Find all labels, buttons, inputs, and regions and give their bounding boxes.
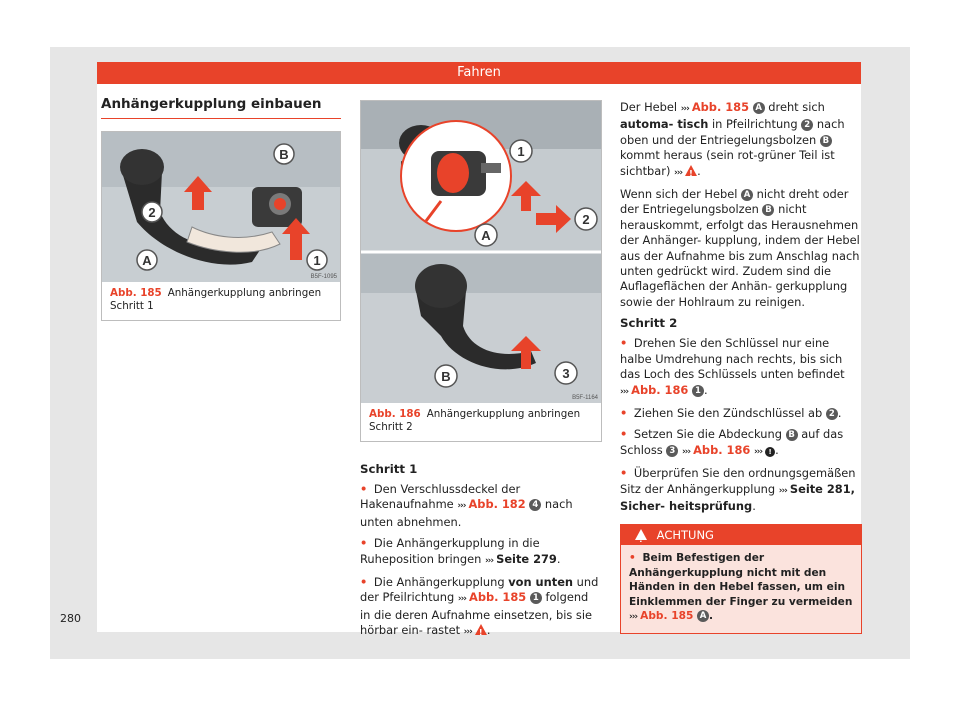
callout-b: B — [279, 147, 289, 162]
bullet: • — [620, 466, 628, 481]
warning-icon[interactable] — [685, 165, 697, 176]
text: Den Verschlussdeckel der Hakenaufnahme — [360, 482, 521, 512]
text: nach oben und der Entriegelungsbolzen — [620, 117, 845, 147]
ref-arrow: ››› — [778, 485, 787, 496]
text: nicht herauskommt, erfolgt das Herausnehmen der Anhänger- kupplung, indem der Hebel aus der Aufnahme bis zum Anschlag nach unten gedrückt wird. Zudem sind die Auflageflächen der Anhän- gerkupplung sowie der Hohlraum zu reinigen. — [620, 202, 860, 309]
ref-arrow: ››› — [674, 167, 683, 178]
callout-3: 3 — [562, 366, 570, 381]
page-number: 280 — [60, 612, 81, 625]
ref-arrow: ››› — [629, 612, 638, 623]
paragraph-lever — [620, 100, 860, 181]
column-left — [101, 96, 341, 321]
callout-number: 2 — [826, 408, 838, 420]
callout-1: 1 — [517, 144, 525, 159]
figure-link[interactable]: Abb. 182 — [468, 497, 526, 512]
warning-body — [621, 545, 861, 633]
warning-box — [620, 524, 862, 634]
figure-185-caption — [102, 282, 340, 320]
ref-arrow: ››› — [620, 386, 629, 397]
callout-letter: A — [697, 610, 709, 622]
bullet: • — [360, 536, 368, 551]
page-link[interactable]: Seite 279 — [496, 551, 557, 566]
step2-bullet-2 — [620, 406, 860, 421]
text: . — [556, 551, 561, 566]
ref-arrow: ››› — [463, 627, 472, 638]
text: Überprüfen Sie den ordnungsgemäßen Sitz der Anhängerkupplung — [620, 466, 856, 496]
text: kommt heraus (sein rot-grüner Teil ist sichtbar) — [620, 148, 835, 178]
text: . — [709, 610, 714, 623]
text: . — [775, 442, 779, 457]
ref-arrow: ››› — [680, 104, 689, 114]
text: auf das Schloss — [620, 427, 844, 457]
figure-link[interactable]: Abb. 185 — [469, 590, 527, 605]
text: Die Anhängerkupplung — [373, 575, 505, 590]
figure-185 — [101, 131, 341, 321]
emphasis: von unten — [508, 575, 574, 590]
ref-arrow: ››› — [484, 555, 494, 566]
towbar-step2-illustration — [361, 101, 601, 403]
figure-186-caption — [361, 403, 601, 441]
step2-title: Schritt 2 — [620, 316, 678, 331]
paragraph-fallback — [620, 187, 860, 310]
figure-label: Abb. 185 — [110, 287, 162, 299]
text: . — [837, 405, 842, 420]
image-code: B5F-1095 — [310, 274, 337, 280]
figure-label: Abb. 186 — [369, 408, 421, 420]
emphasis: automa- tisch — [620, 117, 709, 132]
callout-a: A — [142, 253, 152, 268]
bullet: • — [629, 552, 636, 565]
column-right — [620, 100, 860, 634]
callout-letter: B — [786, 429, 798, 441]
text: Wenn sich der Hebel — [620, 187, 738, 202]
text: Die Anhängerkupplung in die Ruheposition bringen — [360, 536, 540, 566]
figure-caption-text: Anhängerkupplung anbringen Schritt 2 — [369, 408, 581, 433]
bullet: • — [620, 336, 628, 351]
step2-bullet-3 — [620, 427, 860, 460]
text: . — [697, 163, 701, 178]
figure-link[interactable]: Abb. 186 — [693, 442, 751, 457]
figure-186 — [360, 100, 602, 442]
callout-letter: B — [820, 135, 832, 147]
chapter-header: Fahren — [97, 62, 861, 84]
text: dreht sich — [768, 100, 825, 114]
step1-title: Schritt 1 — [360, 462, 418, 476]
step1-bullet-3 — [360, 575, 602, 641]
section-title: Anhängerkupplung einbauen — [101, 96, 341, 119]
text: . — [752, 498, 756, 513]
figure-186-image — [361, 101, 601, 403]
figure-link[interactable]: Abb. 185 — [691, 100, 750, 114]
figure-link[interactable]: Abb. 185 — [640, 610, 694, 623]
callout-b: B — [441, 369, 451, 384]
callout-2: 2 — [148, 205, 156, 220]
text: Setzen Sie die Abdeckung — [633, 427, 782, 442]
bullet: • — [360, 575, 368, 590]
text: in Pfeilrichtung — [711, 117, 798, 132]
figure-185-image — [102, 132, 340, 282]
callout-a: A — [481, 228, 491, 243]
page-link[interactable]: Seite 281, Sicher- heitsprüfung — [620, 481, 855, 513]
step1-block — [360, 462, 602, 641]
warning-icon[interactable] — [475, 624, 487, 635]
text: . — [486, 623, 491, 638]
manual-page — [97, 62, 861, 638]
callout-number: 4 — [529, 499, 541, 511]
callout-letter: A — [753, 102, 765, 114]
text: Ziehen Sie den Zündschlüssel ab — [633, 405, 823, 420]
step2-bullet-1 — [620, 336, 860, 400]
callout-number: 1 — [692, 385, 704, 397]
step2-bullet-4 — [620, 466, 860, 514]
text: nicht dreht oder der Entriegelungsbolzen — [620, 187, 849, 217]
text: Der Hebel — [620, 100, 678, 114]
ref-arrow: ››› — [753, 446, 763, 457]
callout-letter: B — [762, 204, 774, 216]
bullet: • — [620, 427, 628, 442]
ref-arrow: ››› — [457, 501, 466, 512]
ref-arrow: ››› — [681, 446, 691, 457]
figure-caption-text: Anhängerkupplung anbringen Schritt 1 — [110, 287, 322, 312]
bullet: • — [620, 405, 628, 420]
towbar-step1-illustration — [102, 132, 340, 282]
warning-icon — [635, 529, 647, 540]
ref-arrow: ››› — [457, 594, 466, 605]
warning-header — [621, 525, 861, 545]
callout-letter: A — [741, 189, 753, 201]
callout-2: 2 — [582, 212, 590, 227]
text: folgend in die deren Aufnahme einsetzen, bis sie hörbar ein- rastet — [360, 590, 593, 638]
column-middle — [360, 100, 602, 647]
warning-title: ACHTUNG — [656, 528, 714, 543]
warning-text: Beim Befestigen der Anhängerkupplung nicht mit den Händen in den Hebel fassen, um ein Einklemmen der Finger zu vermeiden — [629, 552, 853, 608]
callout-1: 1 — [313, 253, 321, 268]
text: . — [703, 382, 708, 397]
callout-number: 2 — [801, 119, 813, 131]
text: nach unten abnehmen. — [360, 497, 573, 529]
text: und der Pfeilrichtung — [360, 575, 599, 605]
step1-bullet-2 — [360, 536, 602, 569]
callout-number: 3 — [666, 445, 678, 457]
figure-link[interactable]: Abb. 186 — [631, 382, 689, 397]
text: Drehen Sie den Schlüssel nur eine halbe Umdrehung nach rechts, bis sich das Loch des Schlüssels unten befindet — [620, 336, 845, 382]
bullet: • — [360, 482, 368, 496]
note-icon[interactable]: ! — [765, 447, 775, 457]
callout-number: 1 — [530, 592, 542, 604]
step1-bullet-1 — [360, 482, 602, 530]
image-code: B5F-1164 — [572, 395, 598, 401]
